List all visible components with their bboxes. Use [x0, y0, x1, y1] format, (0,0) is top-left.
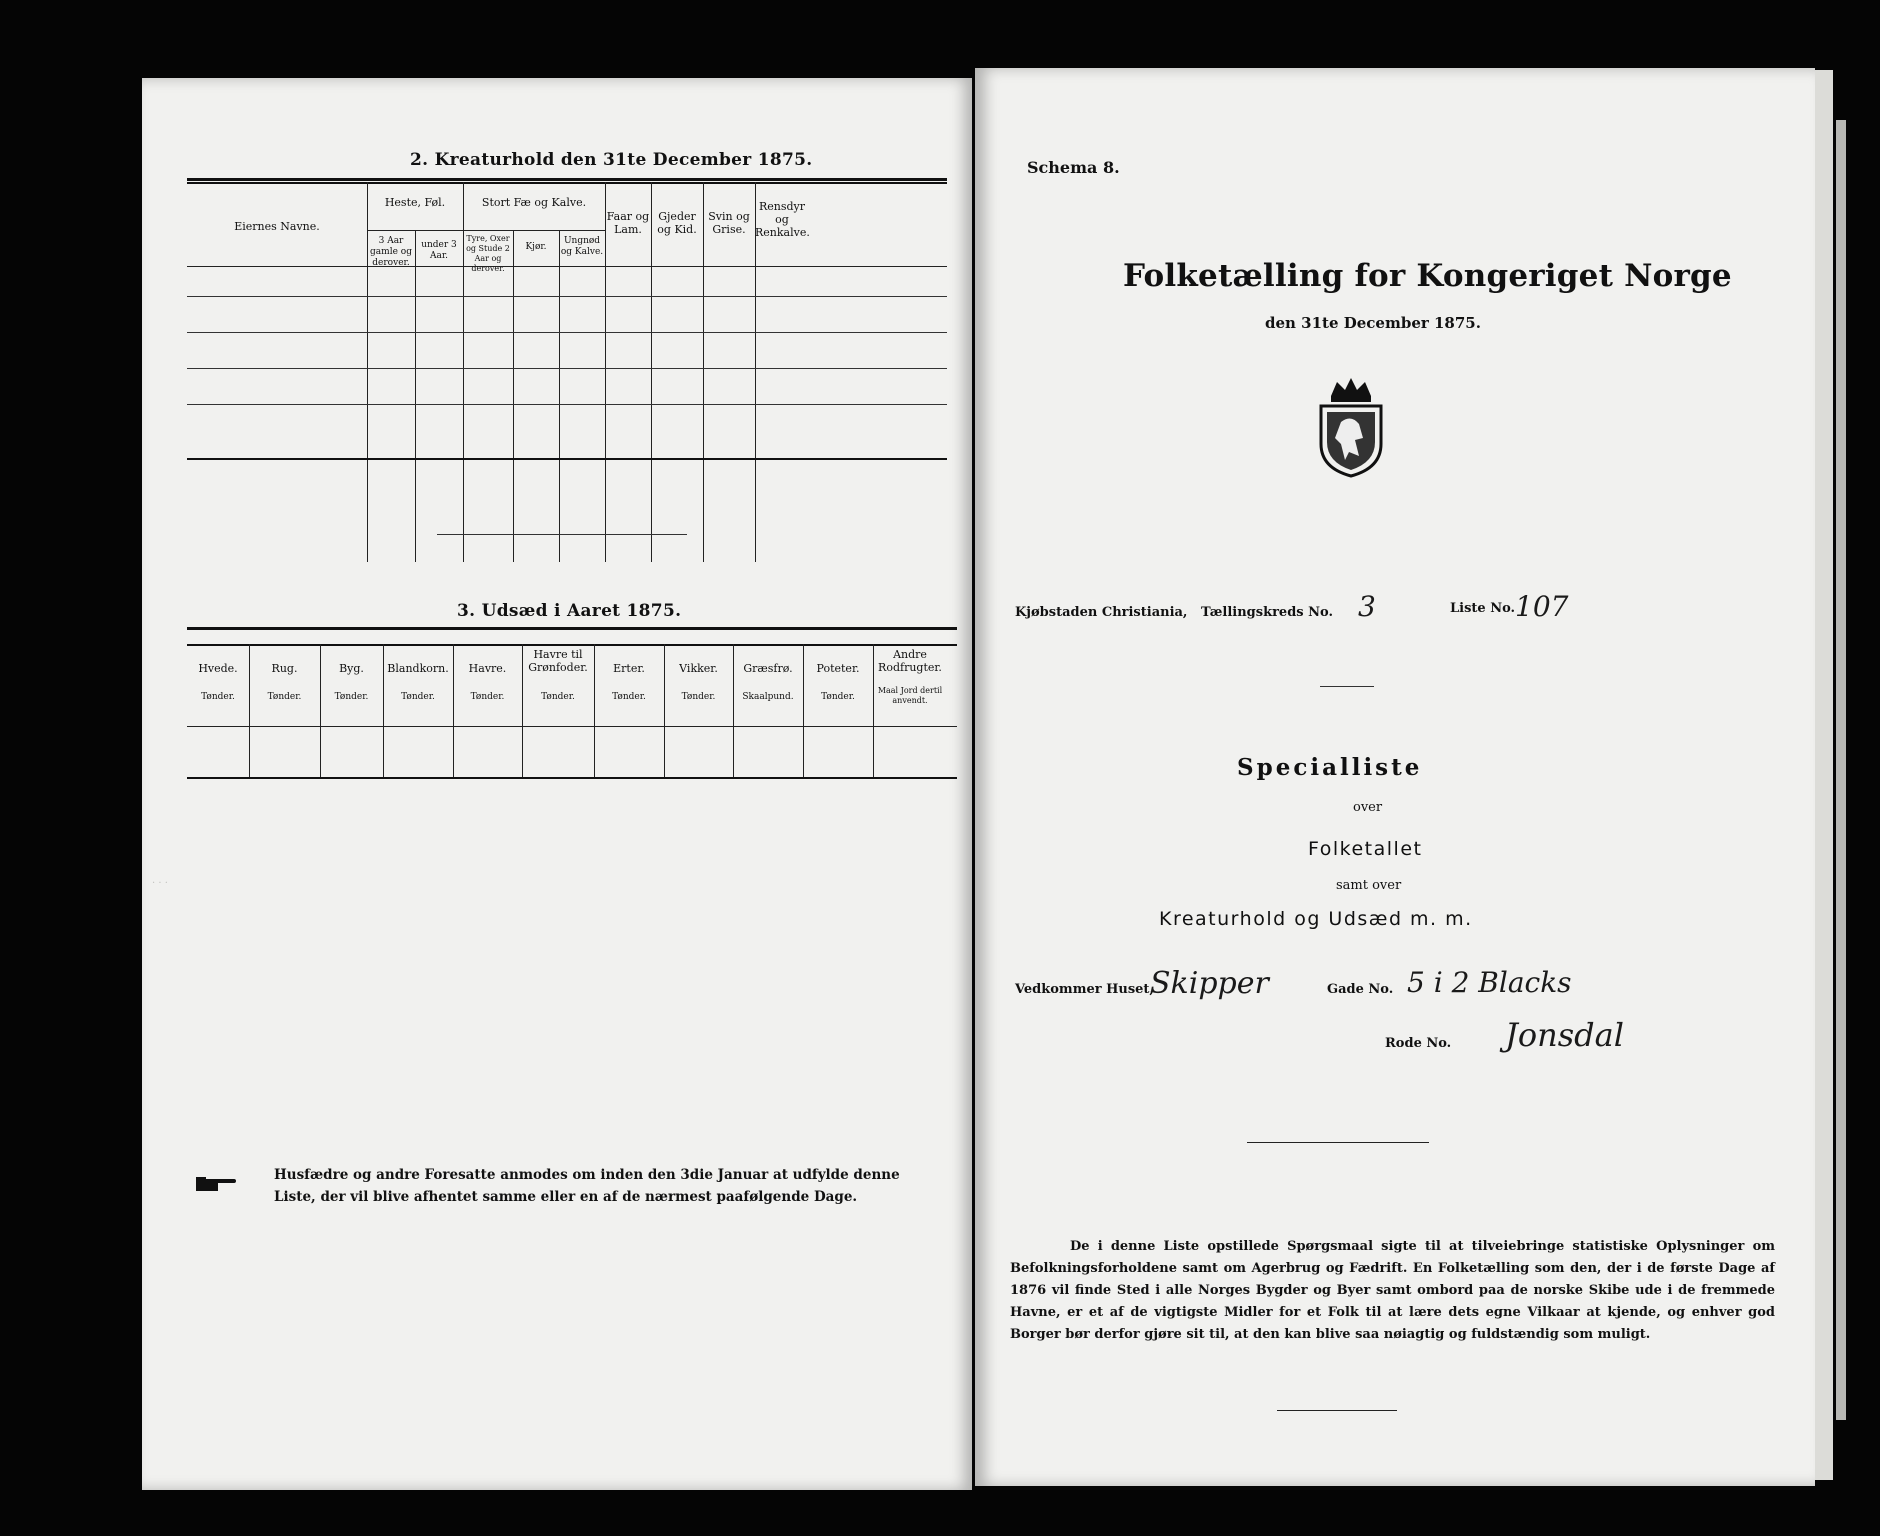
sowing-column-name: Andre Rodfrugter.: [878, 648, 942, 674]
sheep-header: Faar og Lam.: [606, 210, 650, 236]
kreaturhold-text: Kreaturhold og Udsæd m. m.: [1159, 908, 1473, 930]
over-text: over: [1353, 800, 1383, 815]
sowing-column-name: Hvede.: [198, 662, 238, 675]
sowing-column-name: Havre til Grønfoder.: [528, 648, 588, 674]
page-edge: [1836, 120, 1846, 1420]
sowing-column-name: Byg.: [339, 662, 364, 675]
sowing-column: [522, 644, 594, 777]
sowing-column-unit: Tønder.: [201, 692, 235, 702]
sowing-column-name: Græsfrø.: [743, 662, 793, 675]
livestock-table-header: [187, 182, 947, 273]
sowing-column: [733, 644, 803, 777]
list-label: Liste No.: [1450, 601, 1516, 616]
rode-label: Rode No.: [1385, 1036, 1452, 1051]
rule: [187, 178, 947, 181]
sowing-column-name: Blandkorn.: [387, 662, 449, 675]
sowing-column-name: Vikker.: [679, 662, 718, 675]
sowing-column-name: Havre.: [468, 662, 507, 675]
sowing-column: [594, 644, 664, 777]
sowing-column-unit: Tønder.: [470, 692, 505, 702]
cattle-sub-2: Kjør.: [525, 242, 547, 252]
owner-header: Eiernes Navne.: [234, 220, 320, 233]
samt-over-text: samt over: [1336, 878, 1402, 893]
section2-title: 2. Kreaturhold den 31te December 1875.: [410, 150, 813, 170]
sowing-column-unit: Tønder.: [612, 692, 646, 702]
gade-value: 5 i 2 Blacks: [1407, 966, 1572, 999]
census-title: Folketælling for Kongeriget Norge: [1123, 258, 1732, 294]
sowing-column-unit: Skaalpund.: [742, 692, 794, 702]
sowing-column-name: Rug.: [271, 662, 298, 675]
pointing-hand-icon: [194, 1173, 238, 1195]
sowing-column-unit: Maal Jord dertil anvendt.: [877, 686, 943, 705]
specialliste-title: Specialliste: [1237, 754, 1423, 781]
notice-text: Husfædre og andre Foresatte anmodes om inden den 3die Januar at udfylde denne Liste, der vil blive afhentet samme eller en af de nærmest paafølgende Dage.: [274, 1167, 900, 1205]
town-label: Kjøbstaden Christiania,: [1015, 605, 1188, 620]
sowing-column-name: Poteter.: [816, 662, 860, 675]
sowing-column: [803, 644, 873, 777]
sowing-column: [383, 644, 453, 777]
district-label: Tællingskreds No.: [1201, 605, 1333, 620]
sowing-column: [873, 644, 947, 777]
cattle-sub-3: Ungnød og Kalve.: [560, 236, 604, 257]
bleed-through: · · ·: [152, 878, 168, 889]
sowing-column-unit: Tønder.: [681, 692, 716, 702]
cattle-sub-1: Tyre, Oxer og Stude 2 Aar og derover.: [466, 234, 510, 273]
district-number: 3: [1358, 590, 1376, 623]
location-line: [1015, 601, 1333, 620]
gade-label: Gade No.: [1327, 982, 1394, 997]
sowing-column: [453, 644, 522, 777]
census-date: den 31te December 1875.: [1265, 314, 1481, 332]
page-edge: [1815, 70, 1833, 1480]
sowing-column: [664, 644, 733, 777]
house-value: Skipper: [1150, 966, 1269, 1001]
horses-header: Heste, Føl.: [384, 196, 446, 209]
explanatory-paragraph: De i denne Liste opstillede Spørgsmaal sigte til at tilveiebringe statistiske Oplysninger om Befolkningsforholdene samt om Agerbrug og Fædrift. En Folketælling som den, der i de første Dage af 1876 vil finde Sted i alle Norges Bygder og Byer samt ombord paa de norske Skibe ude i de fremmede Havne, er et af de vigtigste Midler for et Folk til at lære dets egne Vilkaar at kjende, og enhver god Borger bør derfor gjøre sit til, at den kan blive saa nøiagtig og fuldstændig som muligt.: [1010, 1239, 1775, 1342]
rode-value: Jonsdal: [1505, 1016, 1624, 1054]
sowing-column-name: Erter.: [613, 662, 645, 675]
pigs-header: Svin og Grise.: [708, 210, 750, 236]
reindeer-header: Rensdyr og Renkalve.: [755, 200, 810, 239]
sowing-table: [187, 644, 957, 777]
cattle-header: Stort Fæ og Kalve.: [481, 196, 587, 209]
schema-label: Schema 8.: [1027, 158, 1120, 177]
sowing-column-unit: Tønder.: [401, 692, 435, 702]
folketallet-text: Folketallet: [1308, 838, 1423, 860]
coat-of-arms-icon: [1315, 378, 1387, 478]
right-page: [975, 68, 1815, 1486]
sowing-column: [320, 644, 383, 777]
horses-sub-2: under 3 Aar.: [421, 240, 457, 261]
sowing-column: [249, 644, 320, 777]
horses-sub-1: 3 Aar gamle og derover.: [370, 236, 412, 268]
goats-header: Gjeder og Kid.: [657, 210, 697, 236]
sowing-column-unit: Tønder.: [267, 692, 302, 702]
house-label: Vedkommer Huset,: [1015, 982, 1154, 997]
sowing-column-unit: Tønder.: [541, 692, 575, 702]
list-number: 107: [1515, 590, 1569, 623]
left-page: [142, 78, 972, 1490]
section3-title: 3. Udsæd i Aaret 1875.: [457, 601, 682, 621]
sowing-column: [187, 644, 249, 777]
sowing-column-unit: Tønder.: [334, 692, 369, 702]
sowing-column-unit: Tønder.: [821, 692, 855, 702]
